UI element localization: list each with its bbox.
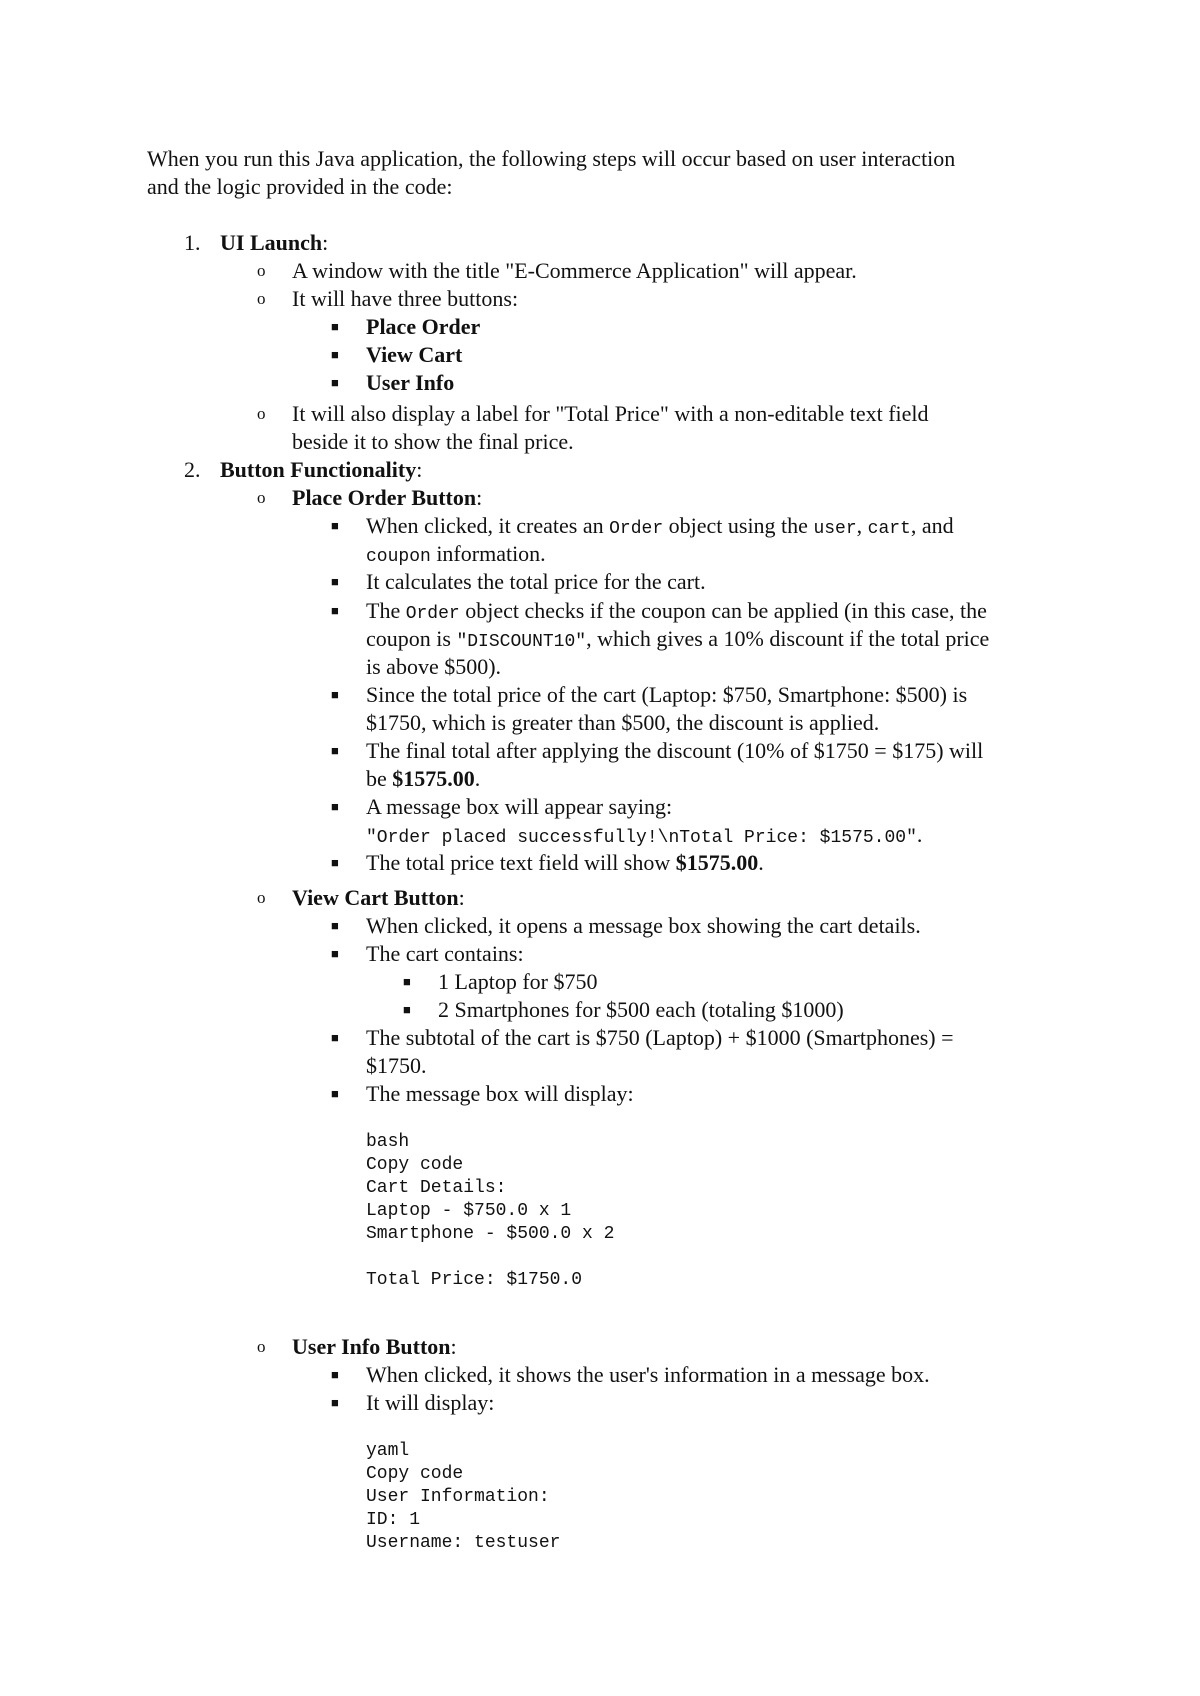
list-item: A window with the title "E-Commerce Application" will appear. bbox=[292, 258, 857, 283]
code-inline: user bbox=[813, 519, 857, 539]
square-bullet-icon: ■ bbox=[331, 743, 339, 758]
code-inline: "Order placed successfully!\nTotal Price: $1575.00" bbox=[366, 828, 917, 848]
square-bullet-icon: ■ bbox=[331, 347, 339, 362]
section-1-title: UI Launch bbox=[220, 230, 323, 255]
user-info-title: User Info Button bbox=[292, 1334, 451, 1359]
square-bullet-icon: ■ bbox=[403, 974, 411, 989]
text: The total price text field will show bbox=[366, 850, 676, 875]
square-bullet-icon: ■ bbox=[331, 687, 339, 702]
circle-bullet-icon: o bbox=[257, 1337, 266, 1356]
text: . bbox=[916, 822, 923, 847]
square-bullet-icon: ■ bbox=[331, 918, 339, 933]
list-item: The subtotal of the cart is $750 (Laptop) + $1000 (Smartphones) = bbox=[366, 1025, 954, 1050]
intro-line-1: When you run this Java application, the following steps will occur based on user interaction bbox=[147, 146, 956, 171]
square-bullet-icon: ■ bbox=[403, 1002, 411, 1017]
list-item: It calculates the total price for the cart. bbox=[366, 569, 706, 594]
square-bullet-icon: ■ bbox=[331, 319, 339, 334]
text: information. bbox=[430, 541, 546, 566]
circle-bullet-icon: o bbox=[257, 888, 266, 907]
list-item-continued bbox=[366, 540, 546, 571]
list-item: 1 Laptop for $750 bbox=[438, 969, 598, 994]
list-item bbox=[366, 849, 764, 877]
user-info-code-block: yaml Copy code User Information: ID: 1 Username: testuser bbox=[366, 1441, 561, 1553]
bold-amount: $1575.00 bbox=[392, 766, 475, 791]
list-item bbox=[366, 597, 987, 628]
list-item-continued: is above $500). bbox=[366, 654, 502, 679]
list-item: Since the total price of the cart (Laptop: $750, Smartphone: $500) is bbox=[366, 682, 968, 707]
square-bullet-icon: ■ bbox=[331, 518, 339, 533]
colon: : bbox=[476, 485, 483, 510]
text: When clicked, it creates an bbox=[366, 513, 610, 538]
square-bullet-icon: ■ bbox=[331, 799, 339, 814]
list-item: 2 Smartphones for $500 each (totaling $1000) bbox=[438, 997, 844, 1022]
text: be bbox=[366, 766, 393, 791]
square-bullet-icon: ■ bbox=[331, 1395, 339, 1410]
colon: : bbox=[450, 1334, 457, 1359]
square-bullet-icon: ■ bbox=[331, 1086, 339, 1101]
button-name-view-cart: View Cart bbox=[366, 342, 463, 367]
list-item-continued: beside it to show the final price. bbox=[292, 429, 574, 454]
text: object checks if the coupon can be applied (in this case, the bbox=[459, 598, 987, 623]
text: The bbox=[366, 598, 406, 623]
section-1-heading bbox=[220, 229, 328, 257]
list-item: The cart contains: bbox=[366, 941, 524, 966]
list-item: The message box will display: bbox=[366, 1081, 634, 1106]
list-item: It will have three buttons: bbox=[292, 286, 519, 311]
circle-bullet-icon: o bbox=[257, 289, 266, 308]
list-item bbox=[366, 512, 954, 543]
list-item-continued bbox=[366, 765, 480, 793]
text: coupon is bbox=[366, 626, 457, 651]
list-item-continued bbox=[366, 821, 922, 852]
colon: : bbox=[322, 230, 329, 255]
user-info-heading bbox=[292, 1333, 457, 1361]
code-inline: Order bbox=[405, 604, 460, 624]
circle-bullet-icon: o bbox=[257, 488, 266, 507]
code-inline: "DISCOUNT10" bbox=[456, 632, 587, 652]
circle-bullet-icon: o bbox=[257, 261, 266, 280]
list-item: The final total after applying the discount (10% of $1750 = $175) will bbox=[366, 738, 984, 763]
view-cart-heading bbox=[292, 884, 465, 912]
code-inline: coupon bbox=[366, 547, 431, 567]
intro-line-2: and the logic provided in the code: bbox=[147, 174, 453, 199]
square-bullet-icon: ■ bbox=[331, 855, 339, 870]
cart-details-code-block: bash Copy code Cart Details: Laptop - $750.0 x 1 Smartphone - $500.0 x 2 Total Price: $1750.0 bbox=[366, 1132, 615, 1290]
text: object using the bbox=[663, 513, 814, 538]
section-2-title: Button Functionality bbox=[220, 457, 417, 482]
list-number-2: 2. bbox=[184, 457, 201, 482]
text: . bbox=[474, 766, 481, 791]
text: , bbox=[856, 513, 868, 538]
square-bullet-icon: ■ bbox=[331, 375, 339, 390]
colon: : bbox=[416, 457, 423, 482]
text: . bbox=[758, 850, 764, 875]
list-item: A message box will appear saying: bbox=[366, 794, 673, 819]
list-item: It will display: bbox=[366, 1390, 495, 1415]
square-bullet-icon: ■ bbox=[331, 1030, 339, 1045]
circle-bullet-icon: o bbox=[257, 404, 266, 423]
list-item-continued: $1750, which is greater than $500, the discount is applied. bbox=[366, 710, 880, 735]
list-item: When clicked, it opens a message box showing the cart details. bbox=[366, 913, 921, 938]
list-item: It will also display a label for "Total Price" with a non-editable text field bbox=[292, 401, 929, 426]
list-item-continued: $1750. bbox=[366, 1053, 427, 1078]
list-item: When clicked, it shows the user's information in a message box. bbox=[366, 1362, 930, 1387]
place-order-title: Place Order Button bbox=[292, 485, 477, 510]
colon: : bbox=[458, 885, 465, 910]
square-bullet-icon: ■ bbox=[331, 1367, 339, 1382]
text: , and bbox=[910, 513, 954, 538]
button-name-user-info: User Info bbox=[366, 370, 455, 395]
button-name-place-order: Place Order bbox=[366, 314, 481, 339]
text: , which gives a 10% discount if the total price bbox=[586, 626, 990, 651]
square-bullet-icon: ■ bbox=[331, 603, 339, 618]
bold-amount: $1575.00 bbox=[675, 850, 759, 875]
code-inline: Order bbox=[609, 519, 664, 539]
square-bullet-icon: ■ bbox=[331, 946, 339, 961]
place-order-heading bbox=[292, 484, 482, 512]
list-item-continued bbox=[366, 625, 989, 656]
square-bullet-icon: ■ bbox=[331, 574, 339, 589]
view-cart-title: View Cart Button bbox=[292, 885, 459, 910]
section-2-heading bbox=[220, 456, 422, 484]
code-inline: cart bbox=[867, 519, 911, 539]
list-number-1: 1. bbox=[184, 230, 201, 255]
